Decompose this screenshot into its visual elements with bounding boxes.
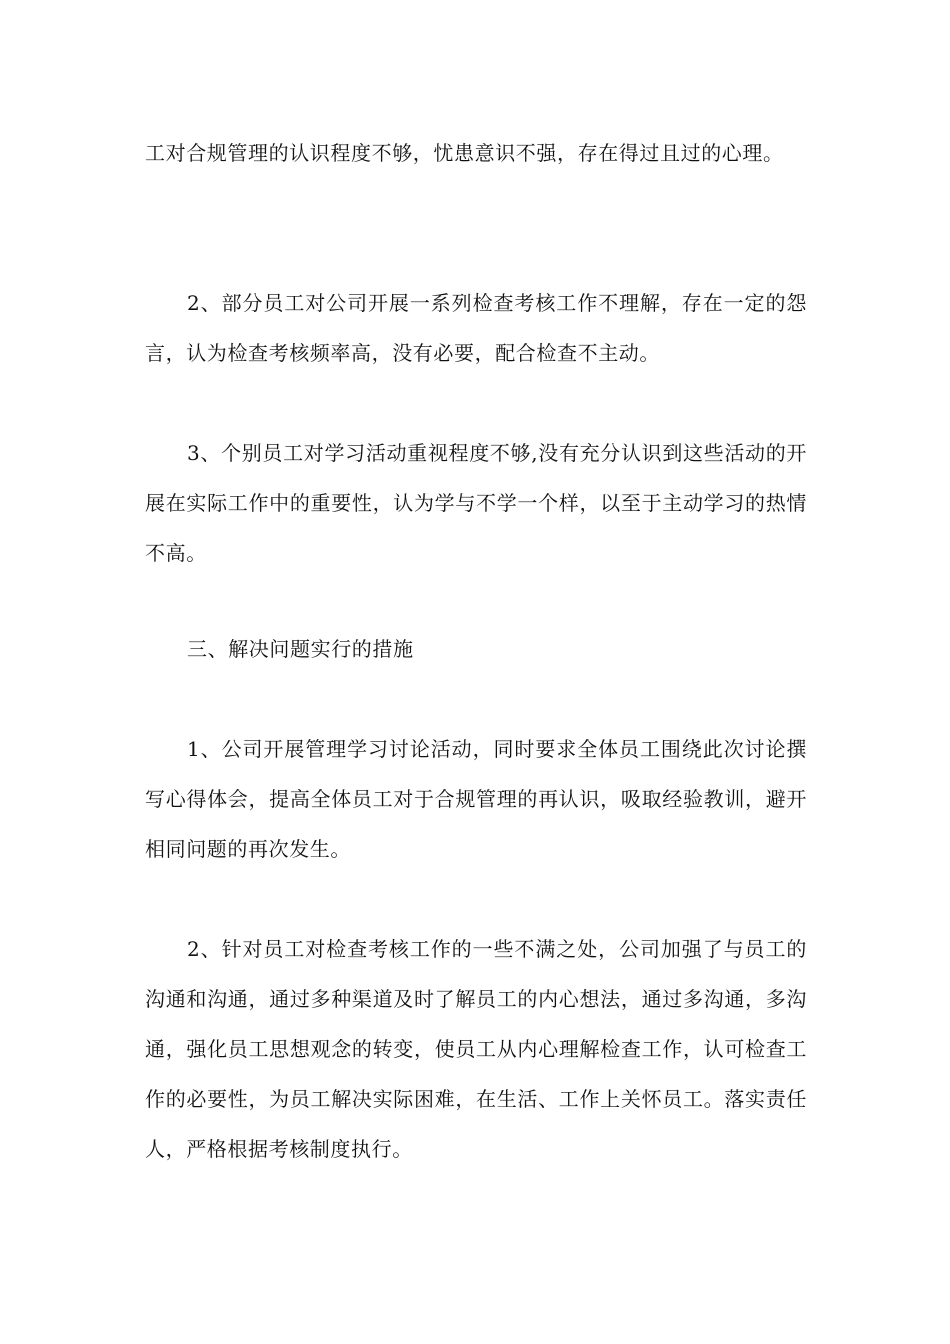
paragraph-measure-2: 2、针对员工对检查考核工作的一些不满之处，公司加强了与员工的沟通和沟通，通过多种渠道及时了解员工的内心想法，通过多沟通，多沟通，强化员工思想观念的转变，使员工从内心理解检查工作，认可检查工作的必要性，为员工解决实际困难，在生活、工作上关怀员工。落实责任人，严格根据考核制度执行。 <box>145 937 807 1161</box>
section-heading-measures: 三、解决问题实行的措施 <box>187 637 414 661</box>
paragraph-measure-1: 1、公司开展管理学习讨论活动，同时要求全体员工围绕此次讨论撰写心得体会，提高全体员工对于合规管理的再认识，吸取经验教训，避开相同问题的再次发生。 <box>145 737 807 861</box>
paragraph-issue-2: 2、部分员工对公司开展一系列检查考核工作不理解，存在一定的怨言，认为检查考核频率高，没有必要，配合检查不主动。 <box>145 291 807 365</box>
paragraph-issue-3: 3、个别员工对学习活动重视程度不够,没有充分认识到这些活动的开展在实际工作中的重要性，认为学与不学一个样，以至于主动学习的热情不高。 <box>145 441 807 565</box>
paragraph-continuation: 工对合规管理的认识程度不够，忧患意识不强，存在得过且过的心理。 <box>145 141 784 165</box>
